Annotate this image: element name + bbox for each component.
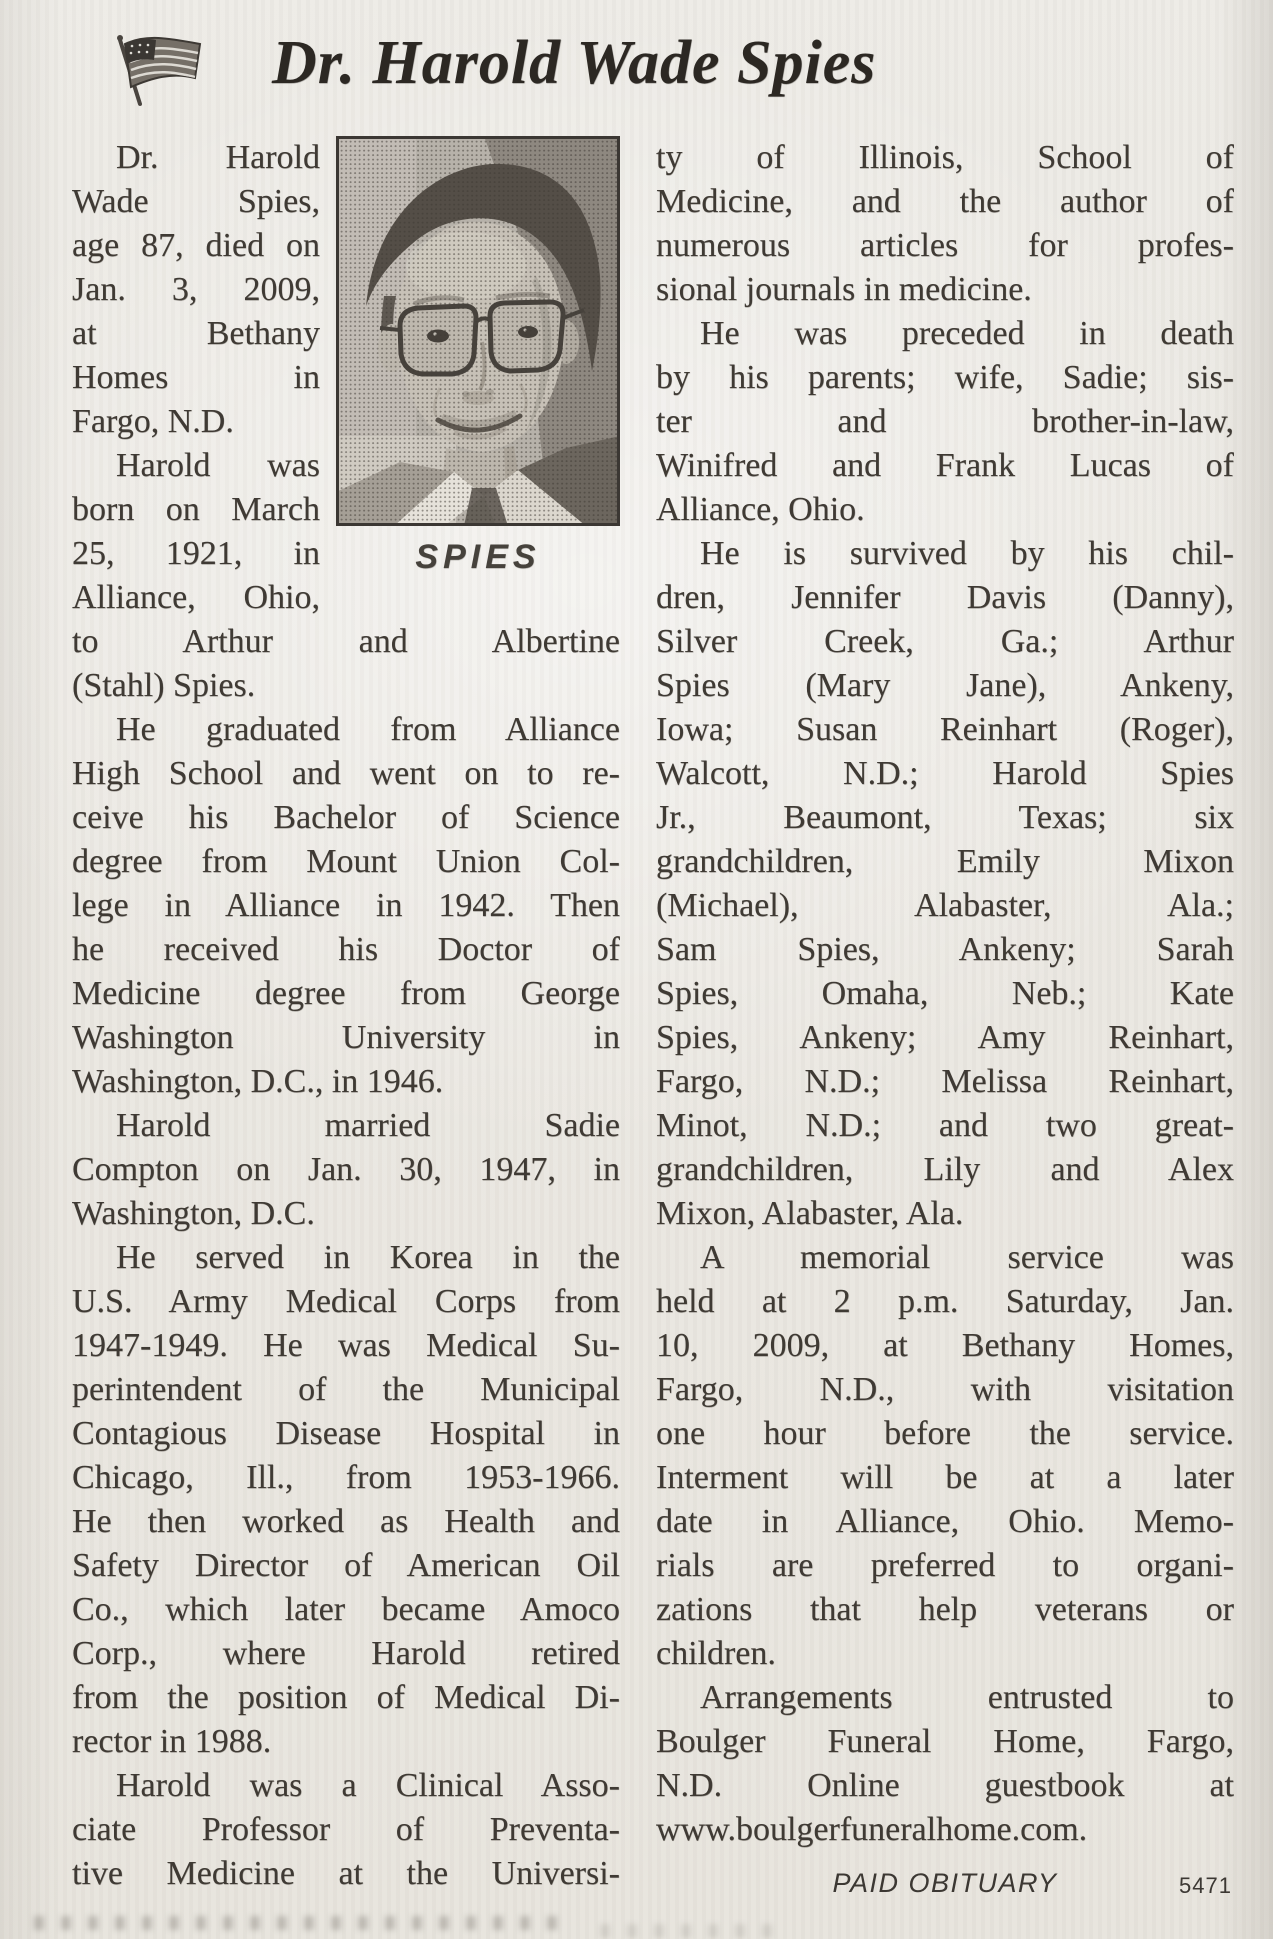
text-line: he received his Doctor of bbox=[72, 931, 620, 968]
text-line: High School and went on to re- bbox=[72, 755, 620, 792]
text-line: by his parents; wife, Sadie; sis- bbox=[656, 359, 1234, 396]
text-line: 1947-1949. He was Medical Su- bbox=[72, 1327, 620, 1364]
text-line: Spies, Ankeny; Amy Reinhart, bbox=[656, 1019, 1234, 1056]
text-line: Harold married Sadie bbox=[116, 1107, 620, 1144]
text-line: Harold was bbox=[116, 447, 320, 484]
obituary-body bbox=[72, 136, 1234, 1904]
text-line: Wade Spies, bbox=[72, 183, 320, 220]
text-line: He served in Korea in the bbox=[116, 1239, 620, 1276]
print-bleed-smudge bbox=[34, 1916, 574, 1930]
text-line: grandchildren, Emily Mixon bbox=[656, 843, 1234, 880]
text-line: dren, Jennifer Davis (Danny), bbox=[656, 579, 1234, 616]
portrait-photo-block bbox=[336, 136, 620, 594]
text-line: held at 2 p.m. Saturday, Jan. bbox=[656, 1283, 1234, 1320]
photo-caption: SPIES bbox=[415, 538, 541, 576]
text-line: Corp., where Harold retired bbox=[72, 1635, 620, 1672]
paragraph bbox=[656, 532, 1234, 1236]
paragraph bbox=[72, 708, 620, 1104]
text-line: Spies, Omaha, Neb.; Kate bbox=[656, 975, 1234, 1012]
text-line: Arrangements entrusted to bbox=[700, 1679, 1234, 1716]
text-line: N.D. Online guestbook at bbox=[656, 1767, 1234, 1804]
text-line: Washington, D.C., in 1946. bbox=[72, 1063, 444, 1100]
text-line: Minot, N.D.; and two great- bbox=[656, 1107, 1234, 1144]
print-bleed-smudge bbox=[600, 1924, 780, 1938]
text-line: He is survived by his chil- bbox=[700, 535, 1234, 572]
obituary-title: Dr. Harold Wade Spies bbox=[272, 29, 877, 97]
text-line: (Michael), Alabaster, Ala.; bbox=[656, 887, 1234, 924]
text-line: date in Alliance, Ohio. Memo- bbox=[656, 1503, 1234, 1540]
text-line: lege in Alliance in 1942. Then bbox=[72, 887, 620, 924]
text-line: one hour before the service. bbox=[656, 1415, 1234, 1452]
text-line: He then worked as Health and bbox=[72, 1503, 620, 1540]
text-line: (Stahl) Spies. bbox=[72, 667, 256, 704]
text-line: U.S. Army Medical Corps from bbox=[72, 1283, 620, 1320]
text-line: He was preceded in death bbox=[700, 315, 1234, 352]
text-line: Fargo, N.D. bbox=[72, 403, 234, 440]
right-column-text bbox=[656, 136, 1234, 1852]
text-line: Interment will be at a later bbox=[656, 1459, 1234, 1496]
text-line: age 87, died on bbox=[72, 227, 320, 264]
text-line: He graduated from Alliance bbox=[116, 711, 620, 748]
text-line: Iowa; Susan Reinhart (Roger), bbox=[656, 711, 1234, 748]
text-line: ty of Illinois, School of bbox=[656, 139, 1234, 176]
text-line: numerous articles for profes- bbox=[656, 227, 1234, 264]
text-line: grandchildren, Lily and Alex bbox=[656, 1151, 1234, 1188]
text-line: Dr. Harold bbox=[116, 139, 320, 176]
text-line: Fargo, N.D.; Melissa Reinhart, bbox=[656, 1063, 1234, 1100]
text-line: Contagious Disease Hospital in bbox=[72, 1415, 620, 1452]
text-line: from the position of Medical Di- bbox=[72, 1679, 620, 1716]
text-line: Medicine degree from George bbox=[72, 975, 620, 1012]
text-line: Chicago, Ill., from 1953-1966. bbox=[72, 1459, 620, 1496]
obituary-header bbox=[0, 0, 1273, 110]
column-right bbox=[656, 136, 1234, 1904]
column-left bbox=[72, 136, 620, 1904]
paragraph bbox=[656, 1236, 1234, 1676]
text-line: Fargo, N.D., with visitation bbox=[656, 1371, 1234, 1408]
text-line: perintendent of the Municipal bbox=[72, 1371, 620, 1408]
text-line: www.boulgerfuneralhome.com. bbox=[656, 1811, 1088, 1848]
us-flag-icon bbox=[110, 32, 206, 115]
text-line: Mixon, Alabaster, Ala. bbox=[656, 1195, 964, 1232]
text-line: to Arthur and Albertine bbox=[72, 623, 620, 660]
paragraph bbox=[72, 1104, 620, 1236]
text-line: Alliance, Ohio. bbox=[656, 491, 865, 528]
obituary-number: 5471 bbox=[1179, 1873, 1232, 1898]
text-line: zations that help veterans or bbox=[656, 1591, 1234, 1628]
text-line: Spies (Mary Jane), Ankeny, bbox=[656, 667, 1234, 704]
text-line: Co., which later became Amoco bbox=[72, 1591, 620, 1628]
text-line: Compton on Jan. 30, 1947, in bbox=[72, 1151, 620, 1188]
text-line: ciate Professor of Preventa- bbox=[72, 1811, 620, 1848]
text-line: Washington University in bbox=[72, 1019, 620, 1056]
text-line: rials are preferred to organi- bbox=[656, 1547, 1234, 1584]
text-line: Jan. 3, 2009, bbox=[72, 271, 320, 308]
text-line: Jr., Beaumont, Texas; six bbox=[656, 799, 1234, 836]
text-line: Walcott, N.D.; Harold Spies bbox=[656, 755, 1234, 792]
text-line: Winifred and Frank Lucas of bbox=[656, 447, 1234, 484]
text-line: ter and brother-in-law, bbox=[656, 403, 1234, 440]
obituary-footer bbox=[656, 1868, 1234, 1904]
text-line: Boulger Funeral Home, Fargo, bbox=[656, 1723, 1234, 1760]
text-line: A memorial service was bbox=[700, 1239, 1234, 1276]
paragraph bbox=[72, 1764, 620, 1896]
text-line: 10, 2009, at Bethany Homes, bbox=[656, 1327, 1234, 1364]
text-line: degree from Mount Union Col- bbox=[72, 843, 620, 880]
paragraph bbox=[656, 312, 1234, 532]
text-line: Medicine, and the author of bbox=[656, 183, 1234, 220]
text-line: at Bethany bbox=[72, 315, 320, 352]
text-line: tive Medicine at the Universi- bbox=[72, 1855, 620, 1892]
paid-obituary-label: PAID OBITUARY bbox=[832, 1868, 1058, 1898]
text-line: Sam Spies, Ankeny; Sarah bbox=[656, 931, 1234, 968]
text-line: 25, 1921, in bbox=[72, 535, 320, 572]
text-line: Silver Creek, Ga.; Arthur bbox=[656, 623, 1234, 660]
text-line: Harold was a Clinical Asso- bbox=[116, 1767, 620, 1804]
text-line: Safety Director of American Oil bbox=[72, 1547, 620, 1584]
text-line: Washington, D.C. bbox=[72, 1195, 315, 1232]
text-line: born on March bbox=[72, 491, 320, 528]
text-line: children. bbox=[656, 1635, 776, 1672]
paragraph bbox=[72, 1236, 620, 1764]
text-line: rector in 1988. bbox=[72, 1723, 272, 1760]
text-line: Alliance, Ohio, bbox=[72, 579, 320, 616]
text-line: Homes in bbox=[72, 359, 320, 396]
text-line: sional journals in medicine. bbox=[656, 271, 1032, 308]
paragraph bbox=[656, 1676, 1234, 1852]
portrait-photo bbox=[336, 136, 620, 526]
text-line: ceive his Bachelor of Science bbox=[72, 799, 620, 836]
paragraph bbox=[656, 136, 1234, 312]
